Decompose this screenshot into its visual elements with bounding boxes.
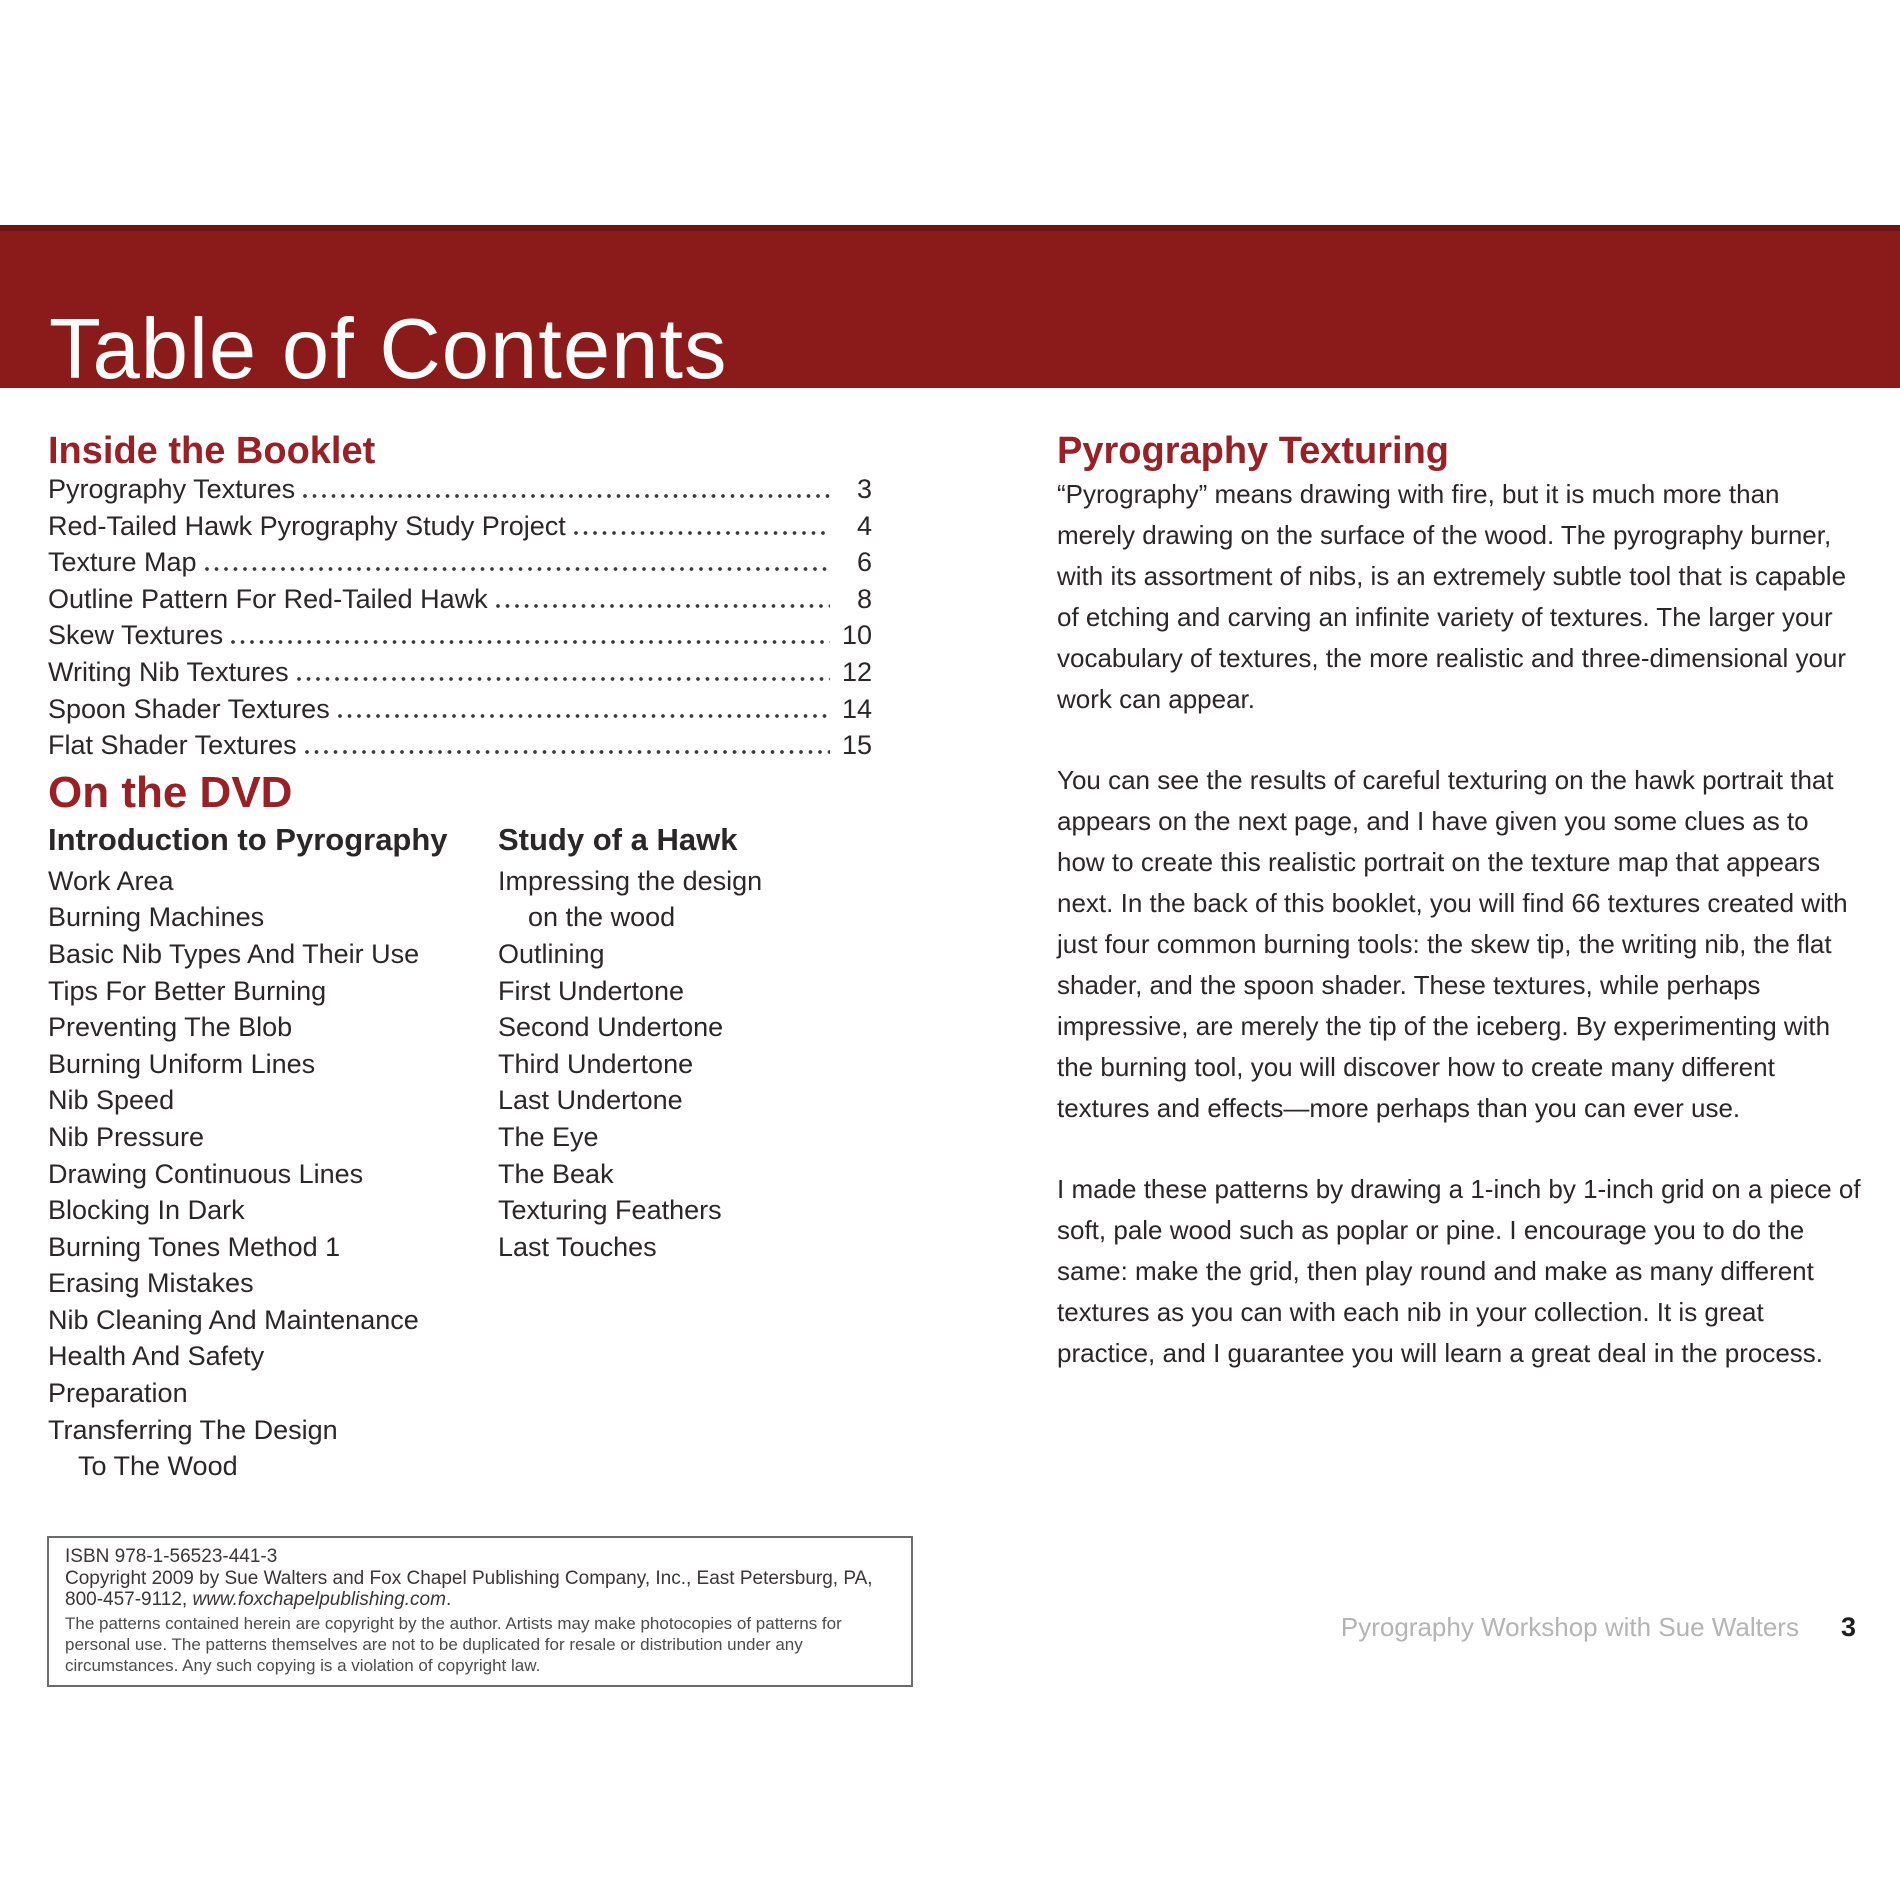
toc-dot-leader bbox=[574, 531, 830, 535]
dvd-item: Third Undertone bbox=[498, 1048, 694, 1079]
dvd-item: Impressing the design bbox=[498, 865, 763, 896]
dvd-subheading: Study of a Hawk bbox=[498, 821, 738, 857]
copyright-notice: The patterns contained herein are copyright by the author. Artists may make photocopies of patterns for personal use. The patterns themselves are not to be duplicated for resale or distribution under any circumstances. Any such copying is a violation of copyright law. bbox=[65, 1613, 842, 1675]
toc-entry-page: 15 bbox=[841, 730, 872, 761]
dvd-item: Second Undertone bbox=[498, 1012, 724, 1043]
toc-entry-title: Skew Textures bbox=[48, 620, 224, 651]
dvd-item: Texturing Feathers bbox=[498, 1195, 722, 1226]
toc-entry bbox=[48, 511, 872, 548]
page-footer bbox=[1341, 1612, 1856, 1643]
phone-number: 800-457-9112, bbox=[65, 1589, 193, 1610]
texturing-paragraph: I made these patterns by drawing a 1-inch by 1-inch grid on a piece of soft, pale wood such as poplar or pine. I encourage you to do the same: make the grid, then play round and make as many different textures as you can with each nib in your collection. It is great practice, and I guarantee you will learn a great deal in the process. bbox=[1057, 1174, 1861, 1368]
dvd-item: Burning Tones Method 1 bbox=[48, 1231, 341, 1262]
dvd-item: Drawing Continuous Lines bbox=[48, 1158, 364, 1189]
dvd-subheading: Introduction to Pyrography bbox=[48, 821, 448, 857]
toc-entry-title: Red-Tailed Hawk Pyrography Study Project bbox=[48, 510, 566, 541]
dvd-columns bbox=[48, 819, 872, 1485]
toc-dot-leader bbox=[338, 714, 830, 718]
dvd-item: Erasing Mistakes bbox=[48, 1268, 254, 1299]
dvd-item: Preparation bbox=[48, 1378, 188, 1409]
toc-entry-title: Texture Map bbox=[48, 547, 197, 578]
toc-entry-title: Writing Nib Textures bbox=[48, 656, 289, 687]
dvd-column-introduction bbox=[48, 819, 498, 1485]
dvd-item: The Beak bbox=[498, 1158, 614, 1189]
dvd-item-continuation: To The Wood bbox=[78, 1451, 238, 1482]
dvd-item: Basic Nib Types And Their Use bbox=[48, 938, 420, 969]
copyright-line: Copyright 2009 by Sue Walters and Fox Chapel Publishing Company, Inc., East Petersburg, PA, bbox=[65, 1567, 873, 1589]
copyright-box bbox=[47, 1536, 913, 1687]
toc-entry-title: Flat Shader Textures bbox=[48, 730, 297, 761]
on-the-dvd-heading: On the DVD bbox=[48, 767, 293, 817]
pyrography-texturing-heading: Pyrography Texturing bbox=[1057, 430, 1450, 472]
dvd-item: Last Touches bbox=[498, 1231, 657, 1262]
inside-booklet-heading: Inside the Booklet bbox=[48, 430, 376, 472]
toc-dot-leader bbox=[303, 494, 830, 498]
dvd-item: Nib Pressure bbox=[48, 1121, 205, 1152]
dvd-item: Health And Safety bbox=[48, 1341, 265, 1372]
toc-entry-page: 14 bbox=[841, 693, 872, 724]
toc-entry bbox=[48, 730, 872, 767]
toc-entry-page: 8 bbox=[856, 583, 872, 614]
toc-dot-leader bbox=[496, 604, 830, 608]
right-column bbox=[1057, 428, 1863, 1414]
phone-website-line bbox=[65, 1589, 897, 1611]
dvd-item-continuation: on the wood bbox=[528, 902, 676, 933]
page-banner bbox=[0, 225, 1900, 397]
toc-entry bbox=[48, 620, 872, 657]
dvd-item: Nib Speed bbox=[48, 1085, 175, 1116]
line-period: . bbox=[445, 1589, 452, 1610]
texturing-paragraph: You can see the results of careful texturing on the hawk portrait that appears on the next page, and I have given you some clues as to how to create this realistic portrait on the texture map that appears next. In the back of this booklet, you will find 66 textures created with just four common burning tools: the skew tip, the writing nib, the flat shader, and the spoon shader. These textures, while perhaps impressive, are merely the tip of the iceberg. By experimenting with the burning tool, you will discover how to create many different textures and effects—more perhaps than you can ever use. bbox=[1057, 765, 1848, 1123]
dvd-item: Burning Uniform Lines bbox=[48, 1048, 316, 1079]
dvd-item: Outlining bbox=[498, 938, 605, 969]
dvd-item: Transferring The Design bbox=[48, 1414, 338, 1445]
footer-book-title: Pyrography Workshop with Sue Walters bbox=[1340, 1612, 1799, 1642]
dvd-item: The Eye bbox=[498, 1121, 599, 1152]
toc-entry bbox=[48, 547, 872, 584]
toc-dot-leader bbox=[297, 677, 830, 681]
toc-dot-leader bbox=[231, 640, 830, 644]
toc-entry-page: 4 bbox=[856, 510, 872, 541]
dvd-item: Last Undertone bbox=[498, 1085, 683, 1116]
toc-entry bbox=[48, 584, 872, 621]
left-column bbox=[48, 428, 872, 1485]
toc-list bbox=[48, 474, 872, 767]
dvd-item: Blocking In Dark bbox=[48, 1195, 245, 1226]
dvd-item: Preventing The Blob bbox=[48, 1012, 293, 1043]
dvd-item: Tips For Better Burning bbox=[48, 975, 327, 1006]
toc-entry bbox=[48, 657, 872, 694]
toc-entry bbox=[48, 474, 872, 511]
toc-entry-title: Pyrography Textures bbox=[48, 474, 296, 504]
isbn-line: ISBN 978-1-56523-441-3 bbox=[65, 1546, 278, 1567]
toc-entry bbox=[48, 694, 872, 731]
footer-page-number: 3 bbox=[1840, 1612, 1856, 1642]
toc-entry-page: 10 bbox=[841, 620, 872, 651]
toc-entry-title: Spoon Shader Textures bbox=[48, 693, 330, 724]
toc-entry-page: 12 bbox=[841, 656, 872, 687]
toc-dot-leader bbox=[205, 567, 830, 571]
toc-entry-title: Outline Pattern For Red-Tailed Hawk bbox=[48, 583, 488, 614]
page-title: Table of Contents bbox=[49, 302, 728, 397]
texturing-paragraph: “Pyrography” means drawing with fire, but it is much more than merely drawing on the surface of the wood. The pyrography burner, with its assortment of nibs, is an extremely subtle tool that is capable of etching and carving an infinite variety of textures. The larger your vocabulary of textures, the more realistic and three-dimensional your work can appear. bbox=[1057, 479, 1847, 714]
toc-entry-page: 6 bbox=[856, 547, 872, 578]
toc-dot-leader bbox=[305, 750, 830, 754]
publisher-website: www.foxchapelpublishing.com bbox=[192, 1589, 446, 1610]
toc-entry-page: 3 bbox=[856, 474, 872, 504]
dvd-column-study bbox=[498, 819, 872, 1485]
dvd-item: Burning Machines bbox=[48, 902, 265, 933]
dvd-item: First Undertone bbox=[498, 975, 685, 1006]
dvd-item: Nib Cleaning And Maintenance bbox=[48, 1304, 419, 1335]
dvd-item: Work Area bbox=[48, 865, 174, 896]
